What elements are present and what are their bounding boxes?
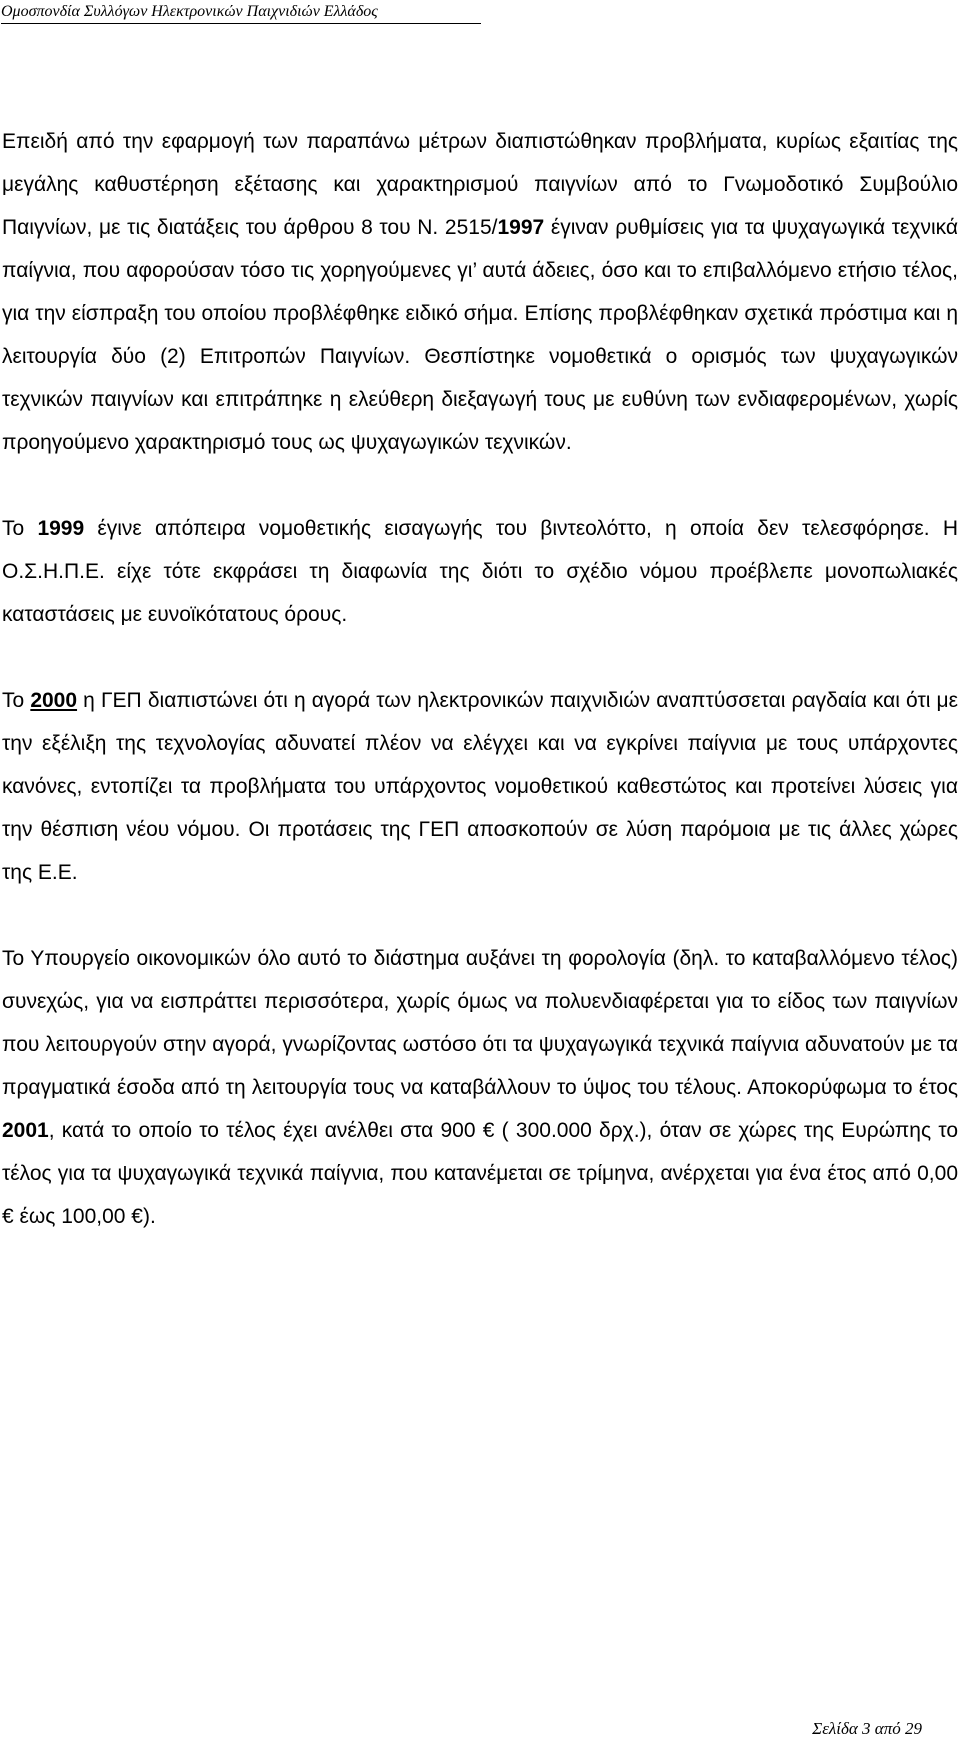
text-span: Το: [2, 517, 38, 540]
paragraph-1999-videolotto: [2, 507, 958, 636]
paragraph-1997-regulations: [2, 120, 958, 464]
year-1999: 1999: [37, 517, 85, 540]
year-1997: 1997: [497, 216, 545, 239]
text-span: Το Υπουργείο οικονομικών όλο αυτό το διάστημα αυξάνει τη φορολογία (δηλ. το καταβαλλόμενο τέλος) συνεχώς, για να εισπράττει περισσότερα, χωρίς όμως να πολυενδιαφέρεται για το είδος των παιγνίων που λειτουργούν στην αγορά, γνωρίζοντας ωστόσο ότι τα ψυχαγωγικά τεχνικά παίγνια αδυνατούν με τα πραγματικά έσοδα από τη λειτουργία τους να καταβάλλουν το ύψος του τέλους. Αποκορύφωμα το έτος: [2, 947, 958, 1099]
text-span: έγιναν ρυθμίσεις για τα ψυχαγωγικά τεχνικά παίγνια, που αφορούσαν τόσο τις χορηγούμενες γι’ αυτά άδειες, όσο και το επιβαλλόμενο ετήσιο τέλος, για την είσπραξη του οποίου προβλέφθηκε ειδικό σήμα. Επίσης προβλέφθηκαν σχετικά πρόστιμα και η λειτουργία δύο (2) Επιτροπών Παιγνίων. Θεσπίστηκε νομοθετικά ο ορισμός των ψυχαγωγικών τεχνικών παιγνίων και επιτράπηκε η ελεύθερη διεξαγωγή τους με ευθύνη των ενδιαφερομένων, χωρίς προηγούμενο χαρακτηρισμό τους ως ψυχαγωγικών τεχνικών.: [2, 216, 958, 454]
text-span: η ΓΕΠ διαπιστώνει ότι η αγορά των ηλεκτρονικών παιχνιδιών αναπτύσσεται ραγδαία και ότι με την εξέλιξη της τεχνολογίας αδυνατεί πλέον να ελέγχει και να εγκρίνει παίγνια με τους υπάρχοντες κανόνες, εντοπίζει τα προβλήματα του υπάρχοντος νομοθετικού καθεστώτος και προτείνει λύσεις για την θέσπιση νέου νόμου. Οι προτάσεις της ΓΕΠ αποσκοπούν σε λύση παρόμοια με τις άλλες χώρες της Ε.Ε.: [2, 689, 958, 884]
text-span: Το: [2, 689, 31, 712]
document-header: Ομοσπονδία Συλλόγων Ηλεκτρονικών Παιχνιδιών Ελλάδος: [1, 1, 481, 24]
document-body: [2, 120, 958, 1238]
paragraph-ministry-taxation: [2, 937, 958, 1238]
year-2001: 2001: [2, 1119, 49, 1142]
text-span: έγινε απόπειρα νομοθετικής εισαγωγής του βιντεολόττο, η οποία δεν τελεσφόρησε. Η Ο.Σ.Η.Π.Ε. είχε τότε εκφράσει τη διαφωνία της διότι το σχέδιο νόμου προέβλεπε μονοπωλιακές καταστάσεις με ευνοϊκότατους όρους.: [2, 517, 958, 626]
paragraph-2000-gep: [2, 679, 958, 894]
year-2000: 2000: [30, 689, 78, 712]
text-span: , κατά το οποίο το τέλος έχει ανέλθει στα 900 € ( 300.000 δρχ.), όταν σε χώρες της Ευρώπης το τέλος για τα ψυχαγωγικά τεχνικά παίγνια, που κατανέμεται σε τρίμηνα, ανέρχεται για ένα έτος από 0,00 € έως 100,00 €).: [2, 1119, 958, 1228]
text-span: Επειδή από την εφαρμογή των παραπάνω μέτρων διαπιστώθηκαν προβλήματα, κυρίως εξαιτίας της μεγάλης καθυστέρηση εξέτασης και χαρακτηρισμού παιγνίων από το Γνωμοδοτικό Συμβούλιο Παιγνίων, με τις διατάξεις του άρθρου 8 του Ν. 2515/: [2, 130, 958, 239]
page-number: Σελίδα 3 από 29: [812, 1719, 922, 1738]
